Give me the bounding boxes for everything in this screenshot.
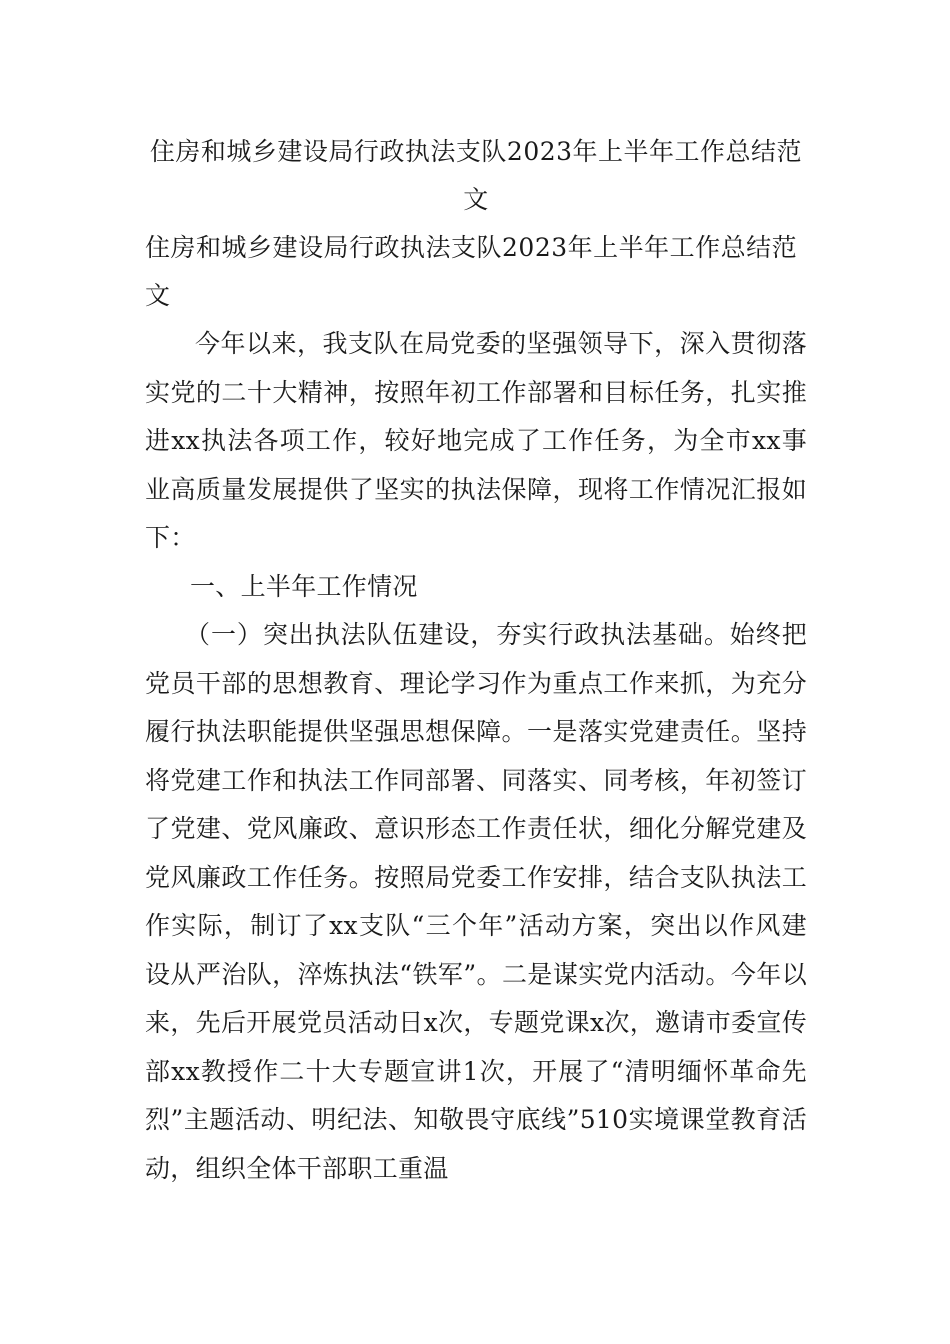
document-page xyxy=(145,128,807,1193)
intro-paragraph: 今年以来，我支队在局党委的坚强领导下，深入贯彻落实党的二十大精神，按照年初工作部署和目标任务，扎实推进xx执法各项工作，较好地完成了工作任务，为全市xx事业高质量发展提供了坚实的执法保障，现将工作情况汇报如下： xyxy=(145,329,807,552)
body-paragraph: （一）突出执法队伍建设，夯实行政执法基础。始终把党员干部的思想教育、理论学习作为重点工作来抓，为充分履行执法职能提供坚强思想保障。一是落实党建责任。坚持将党建工作和执法工作同部署、同落实、同考核，年初签订了党建、党风廉政、意识形态工作责任状，细化分解党建及党风廉政工作任务。按照局党委工作安排，结合支队执法工作实际，制订了xx支队“三个年”活动方案，突出以作风建设从严治队，淬炼执法“铁军”。二是谋实党内活动。今年以来，先后开展党员活动日x次，专题党课x次，邀请市委宣传部xx教授作二十大专题宣讲1次，开展了“清明缅怀革命先烈”主题活动、明纪法、知敬畏守底线”510实境课堂教育活动，组织全体干部职工重温 xyxy=(145,620,807,1183)
section-heading: 一、上半年工作情况 xyxy=(190,571,418,601)
document-title: 住房和城乡建设局行政执法支队2023年上半年工作总结范文 xyxy=(149,137,803,214)
document-title-repeat: 住房和城乡建设局行政执法支队2023年上半年工作总结范文 xyxy=(145,233,798,310)
